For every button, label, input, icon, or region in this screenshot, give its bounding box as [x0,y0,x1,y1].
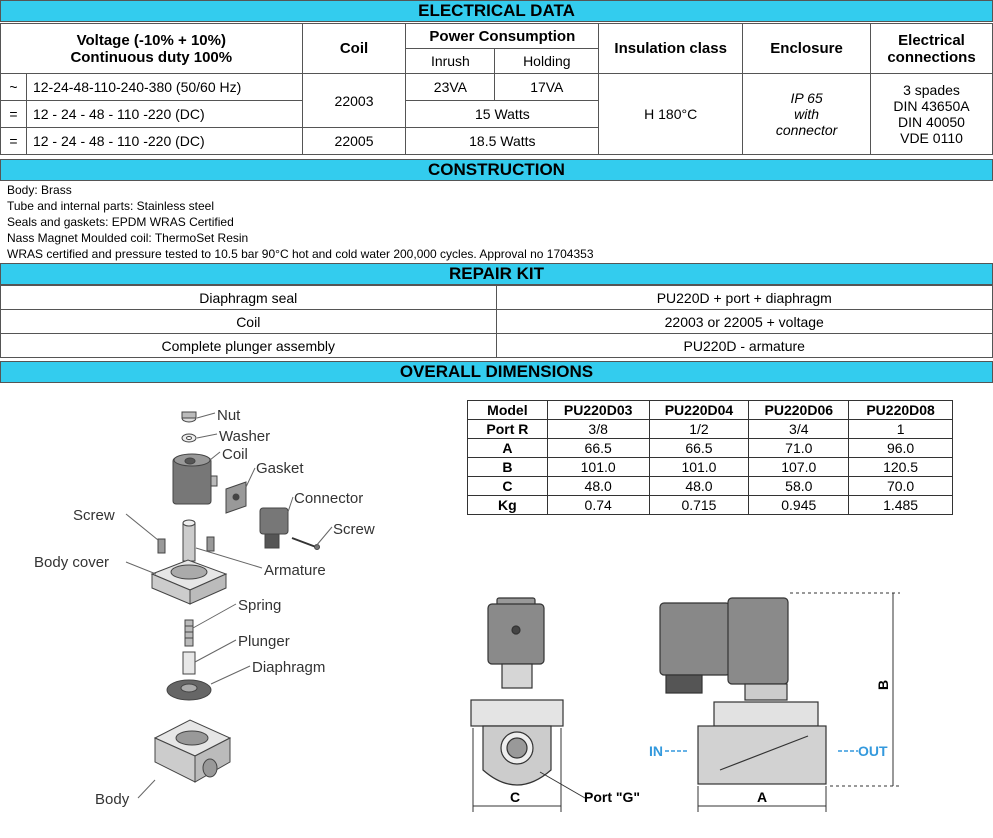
spring-part-icon [185,620,193,646]
dimensions-table [467,400,953,515]
dim-cell: B [468,458,548,477]
dim-cell: 70.0 [849,477,953,496]
washer-part-icon [182,434,196,442]
dimension-drawings [455,585,905,825]
construction-item: Body: Brass [7,183,72,197]
insulation-header: Insulation class [599,24,743,74]
label-dim-a: A [757,789,768,805]
dc2-coil: 22005 [302,128,406,155]
electrical-data-banner: ELECTRICAL DATA [0,0,993,22]
voltage-header: Voltage (-10% + 10%) Continuous duty 100% [1,24,303,74]
dim-cell: 1/2 [649,420,749,439]
dim-header: Model [468,401,548,420]
label-diaphragm: Diaphragm [252,659,326,676]
power-header: Power Consumption [406,24,599,49]
front-view-valve-icon [471,598,563,785]
dim-cell: 58.0 [749,477,849,496]
dimensions-row [468,496,953,515]
label-screw-right: Screw [333,521,375,538]
label-body: Body [95,791,130,808]
repair-row [1,310,993,334]
enclosure-value: IP 65 with connector [743,74,871,155]
dc2-voltage: 12 - 24 - 48 - 110 -220 (DC) [26,128,302,155]
repair-code: 22003 or 22005 + voltage [496,310,993,334]
inrush-value: 23VA [406,74,495,101]
dc2-power: 18.5 Watts [406,128,599,155]
dim-cell: Port R [468,420,548,439]
diaphragm-part-icon [167,680,211,700]
dc-symbol: = [1,101,27,128]
dim-cell: 96.0 [849,439,953,458]
dim-header: PU220D04 [649,401,749,420]
dc-power: 15 Watts [406,101,599,128]
electrical-data-table [0,23,993,155]
dim-cell: 3/8 [547,420,649,439]
body-cover-part-icon [152,560,226,604]
inrush-header: Inrush [406,49,495,74]
repair-kit-table [0,285,993,358]
dim-cell: 0.74 [547,496,649,515]
insulation-value: H 180°C [599,74,743,155]
dim-cell: 1.485 [849,496,953,515]
dim-cell: C [468,477,548,496]
coil-part-icon [173,454,217,504]
label-nut: Nut [217,407,241,424]
repair-row [1,286,993,310]
ac-voltage: 12-24-48-110-240-380 (50/60 Hz) [26,74,302,101]
label-port-g: Port "G" [584,789,641,805]
holding-value: 17VA [495,74,599,101]
gasket-part-icon [226,482,246,513]
dim-cell: 3/4 [749,420,849,439]
repair-part: Complete plunger assembly [1,334,497,358]
dimensions-header-row [468,401,953,420]
repair-code: PU220D + port + diaphragm [496,286,993,310]
enclosure-header: Enclosure [743,24,871,74]
label-in: IN [649,743,663,759]
construction-item: Seals and gaskets: EPDM WRAS Certified [7,215,234,229]
dc2-symbol: = [1,128,27,155]
armature-part-icon [183,520,195,561]
dim-cell: 48.0 [547,477,649,496]
dim-cell: 1 [849,420,953,439]
construction-item: WRAS certified and pressure tested to 10.5 bar 90°C hot and cold water 200,000 cycles. Approval no 1704353 [7,247,594,261]
construction-list [7,182,594,262]
construction-item: Nass Magnet Moulded coil: ThermoSet Resin [7,231,249,245]
plunger-part-icon [183,652,195,674]
dc-voltage: 12 - 24 - 48 - 110 -220 (DC) [26,101,302,128]
dim-cell: 48.0 [649,477,749,496]
dim-cell: 101.0 [547,458,649,477]
dim-header: PU220D03 [547,401,649,420]
dimensions-row [468,439,953,458]
dim-cell: 0.945 [749,496,849,515]
screw-right-part-icon [292,538,320,550]
label-plunger: Plunger [238,633,290,650]
construction-item: Tube and internal parts: Stainless steel [7,199,215,213]
exploded-view-diagram [0,385,440,838]
label-body-cover: Body cover [34,554,110,571]
dimensions-row [468,420,953,439]
label-dim-b: B [875,679,891,690]
repair-code: PU220D - armature [496,334,993,358]
dim-header: PU220D08 [849,401,953,420]
dim-cell: 101.0 [649,458,749,477]
coil-header: Coil [302,24,406,74]
label-dim-c: C [510,789,521,805]
side-view-valve-icon [660,598,826,784]
connections-value: 3 spades DIN 43650A DIN 40050 VDE 0110 [871,74,993,155]
connector-part-icon [260,508,288,548]
repair-part: Diaphragm seal [1,286,497,310]
dim-cell: 71.0 [749,439,849,458]
label-screw-left: Screw [73,507,115,524]
dim-cell: 120.5 [849,458,953,477]
repair-part: Coil [1,310,497,334]
dim-cell: 107.0 [749,458,849,477]
dim-header: PU220D06 [749,401,849,420]
repair-row [1,334,993,358]
connections-header: Electrical connections [871,24,993,74]
overall-dimensions-banner: OVERALL DIMENSIONS [0,361,993,383]
nut-part-icon [182,412,196,422]
repair-kit-banner: REPAIR KIT [0,263,993,285]
dim-cell: Kg [468,496,548,515]
ac-symbol: ~ [1,74,27,101]
label-spring: Spring [238,597,282,614]
label-armature: Armature [264,562,326,579]
label-out: OUT [858,743,888,759]
dim-cell: A [468,439,548,458]
coil-ac-value: 22003 [302,74,406,128]
dim-cell: 0.715 [649,496,749,515]
label-gasket: Gasket [256,460,304,477]
holding-header: Holding [495,49,599,74]
body-part-icon [155,720,230,782]
dim-cell: 66.5 [547,439,649,458]
label-coil: Coil [222,446,248,463]
dimensions-row [468,458,953,477]
label-connector: Connector [294,490,364,507]
dimensions-row [468,477,953,496]
construction-banner: CONSTRUCTION [0,159,993,181]
label-washer: Washer [219,428,271,445]
dim-cell: 66.5 [649,439,749,458]
